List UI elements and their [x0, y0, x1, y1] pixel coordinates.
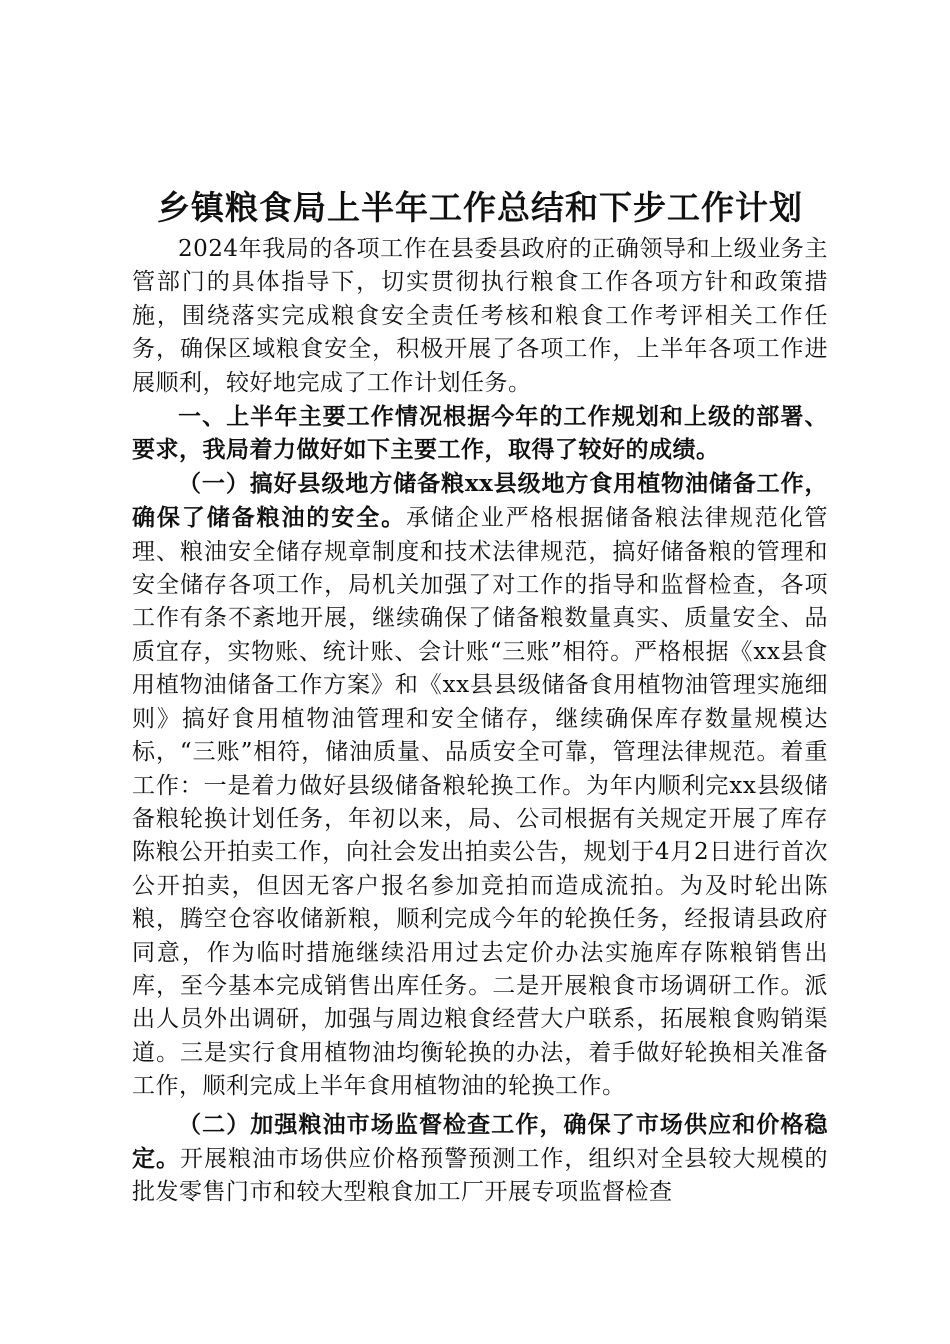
item-1-paragraph: [132, 467, 828, 1104]
document-title: 乡镇粮食局上半年工作总结和下步工作计划: [157, 188, 803, 227]
item-1-lead: （一）搞好县级地方储备粮xx县级地方食用植物油储备工作，确保了储备粮油的安全。: [132, 469, 828, 532]
intro-paragraph: 2024年我局的各项工作在县委县政府的正确领导和上级业务主管部门的具体指导下，切实贯彻执行粮食工作各项方针和政策措施，围绕落实完成粮食安全责任考核和粮食工作考评相关工作任务，确保区域粮食安全，积极开展了各项工作，上半年各项工作进展顺利，较好地完成了工作计划任务。: [132, 236, 828, 396]
item-1-body: 承储企业严格根据储备粮法律规范化管理、粮油安全储存规章制度和技术法律规范，搞好储备粮的管理和安全储存各项工作，局机关加强了对工作的指导和监督检查，各项工作有条不紊地开展，继续确保了储备粮数量真实、质量安全、品质宜存，实物账、统计账、会计账“三账”相符。严格根据《xx县食用植物油储备工作方案》和《xx县县级储备食用植物油管理实施细则》搞好食用植物油管理和安全储存，继续确保库存数量规模达标，“三账”相符，储油质量、品质安全可靠，管理法律规范。着重工作：一是着力做好县级储备粮轮换工作。为年内顺利完xx县级储备粮轮换计划任务，年初以来，局、公司根据有关规定开展了库存陈粮公开拍卖工作，向社会发出拍卖公告，规划于4月2日进行首次公开拍卖，但因无客户报名参加竞拍而造成流拍。为及时轮出陈粮，腾空仓容收储新粮，顺利完成今年的轮换任务，经报请县政府同意，作为临时措施继续沿用过去定价办法实施库存陈粮销售出库，至今基本完成销售出库任务。二是开展粮食市场调研工作。派出人员外出调研，加强与周边粮食经营大户联系，拓展粮食购销渠道。三是实行食用植物油均衡轮换的办法，着手做好轮换相关准备工作，顺利完成上半年食用植物油的轮换工作。: [132, 505, 829, 1100]
item-2-body: 开展粮油市场供应价格预警预测工作，组织对全县较大规模的批发零售门市和较大型粮食加工厂开展专项监督检查: [132, 1145, 829, 1206]
item-2-lead: （二）加强粮油市场监督检查工作，确保了市场供应和价格稳定。: [132, 1110, 828, 1172]
section-heading-1: 一、上半年主要工作情况根据今年的工作规划和上级的部署、要求，我局着力做好如下主要工作，取得了较好的成绩。: [132, 403, 828, 464]
item-2-paragraph: [132, 1108, 828, 1210]
document-page: [132, 183, 828, 1210]
